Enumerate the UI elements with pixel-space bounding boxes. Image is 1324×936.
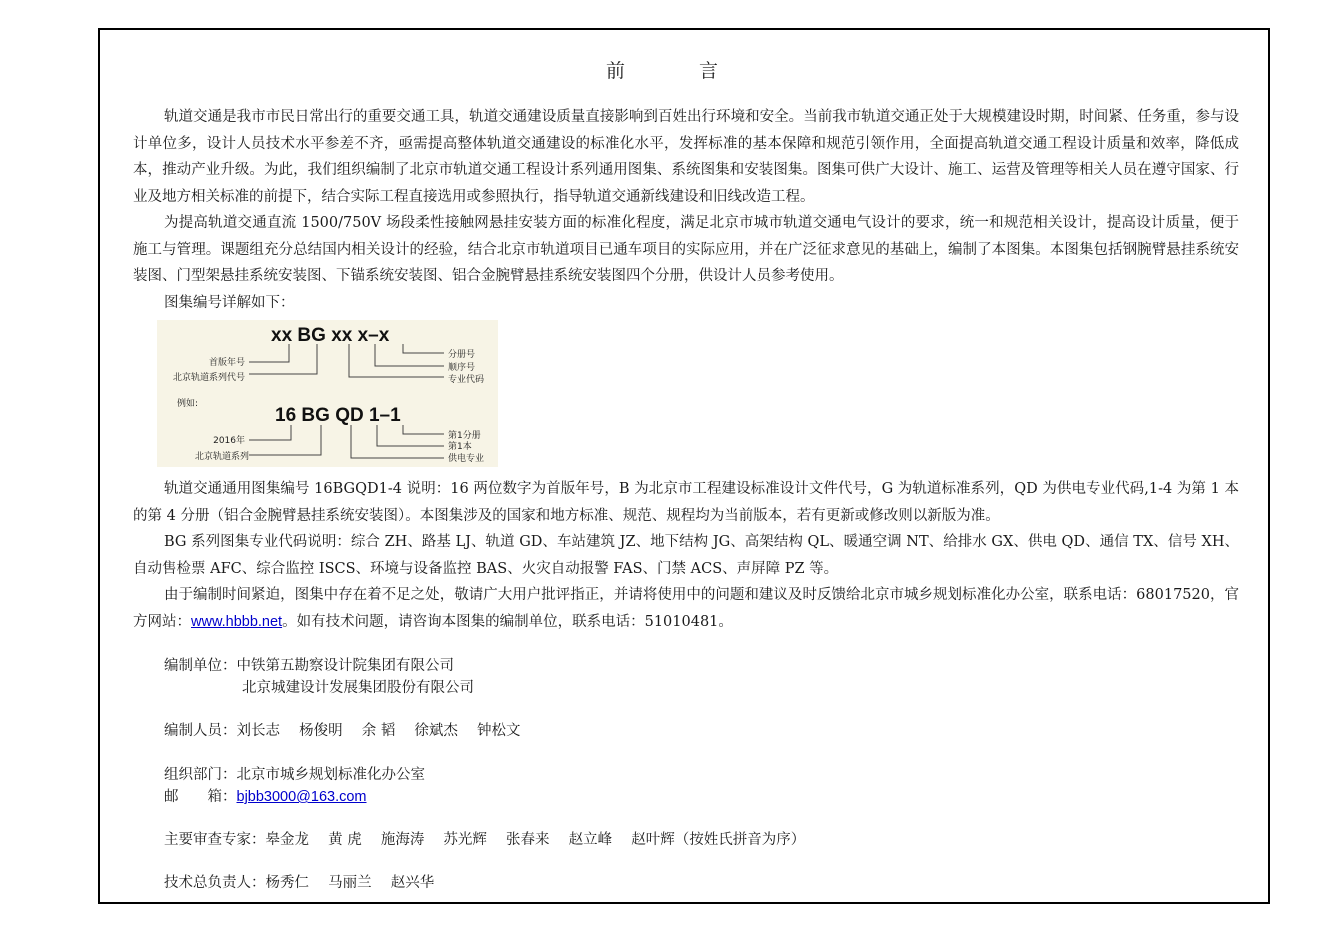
page-title: 前 言 bbox=[605, 60, 753, 82]
label-first-year: 首版年号 bbox=[208, 358, 245, 368]
technical-leads-label: 技术总负责人： bbox=[164, 875, 266, 891]
technical-leads-names: 杨秀仁 马丽兰 赵兴华 bbox=[265, 875, 435, 891]
label-volume-1: 第1分册 bbox=[448, 431, 481, 441]
paragraph-discipline-codes: BG 系列图集专业代码说明：综合 ZH、路基 LJ、轨道 GD、车站建筑 JZ、地下结构 JG、高架结构 QL、暖通空调 NT、给排水 GX、供电 QD、通信 TX、信号 XH、自动售检票 AFC、综合监控 ISCS、环境与设备监控 BAS、火灾自动报警 FAS、门禁 ACS、声屏障 PZ 等。 bbox=[133, 534, 1239, 577]
compiling-unit-1: 中铁第五勘察设计院集团有限公司 bbox=[236, 658, 454, 674]
email-label: 邮 箱： bbox=[164, 789, 237, 805]
email-link[interactable]: bjbb3000@163.com bbox=[236, 789, 367, 805]
technical-leads bbox=[164, 872, 434, 894]
label-series-code: 北京轨道系列代号 bbox=[172, 373, 245, 383]
organizing-department-name: 北京市城乡规划标准化办公室 bbox=[236, 767, 425, 783]
paragraph-intro: 轨道交通是我市市民日常出行的重要交通工具，轨道交通建设质量直接影响到百姓出行环境和安全。当前我市轨道交通正处于大规模建设时期，时间紧、任务重，参与设计单位多，设计人员技术水平参差不齐，亟需提高整体轨道交通建设的标准化水平，发挥标准的基本保障和规范引领作用，全面提高轨道交通工程设计质量和效率，降低成本，推动产业升级。为此，我们组织编制了北京市轨道交通工程设计系列通用图集、系统图集和安装图集。图集可供广大设计、施工、运营及管理等相关人员在遵守国家、行业及地方相关标准的前提下，结合实际工程直接选用或参照执行，指导轨道交通新线建设和旧线改造工程。 bbox=[133, 109, 1239, 205]
review-experts-label: 主要审查专家： bbox=[164, 832, 266, 848]
paragraph-purpose: 为提高轨道交通直流 1500/750V 场段柔性接触网悬挂安装方面的标准化程度，满足北京市城市轨道交通电气设计的要求，统一和规范相关设计，提高设计质量，便于施工与管理。课题组充分总结国内相关设计的经验，结合北京市轨道项目已通车项目的实际应用，并在广泛征求意见的基础上，编制了本图集。本图集包括钢腕臂悬挂系统安装图、门型架悬挂系统安装图、下锚系统安装图、铝合金腕臂悬挂系统安装图四个分册，供设计人员参考使用。 bbox=[133, 215, 1239, 284]
label-discipline-code: 专业代码 bbox=[448, 375, 485, 385]
code-example: 16 BG QD 1–1 bbox=[275, 405, 401, 426]
feedback-text-end: 。如有技术问题，请咨询本图集的编制单位，联系电话：51010481。 bbox=[282, 613, 733, 630]
code-diagram bbox=[157, 320, 498, 467]
label-power-supply: 供电专业 bbox=[448, 454, 485, 464]
organizing-department bbox=[164, 764, 425, 786]
code-explanation-figure bbox=[157, 320, 498, 467]
compiling-staff bbox=[164, 720, 521, 742]
compiling-staff-label: 编制人员： bbox=[164, 723, 237, 739]
review-experts-names: 皋金龙 黄 虎 施海涛 苏光辉 张春来 赵立峰 赵叶辉（按姓氏拼音为序） bbox=[265, 832, 806, 848]
label-book-1: 第1本 bbox=[448, 442, 472, 452]
website-link[interactable]: www.hbbb.net bbox=[191, 613, 283, 630]
paragraph-feedback bbox=[133, 582, 1239, 635]
label-beijing-series: 北京轨道系列 bbox=[194, 452, 249, 462]
email-line bbox=[164, 786, 367, 808]
label-volume-number: 分册号 bbox=[448, 350, 476, 360]
paragraph-code-intro: 图集编号详解如下： bbox=[164, 295, 295, 311]
compiling-unit-2: 北京城建设计发展集团股份有限公司 bbox=[242, 680, 474, 696]
review-experts bbox=[164, 829, 805, 851]
paragraph-code-meaning: 轨道交通通用图集编号 16BGQD1-4 说明：16 两位数字为首版年号，B 为北京市工程建设标准设计文件代号，G 为轨道标准系列，QD 为供电专业代码,1-4 为第 1 本的第 4 分册（铝合金腕臂悬挂系统安装图）。本图集涉及的国家和地方标准、规范、规程均为当前版本，若有更新或修改则以新版为准。 bbox=[133, 481, 1239, 524]
label-example: 例如: bbox=[177, 399, 199, 409]
compiling-units-label: 编制单位： bbox=[164, 658, 237, 674]
label-year-2016: 2016年 bbox=[213, 436, 245, 446]
label-sequence-number: 顺序号 bbox=[448, 363, 476, 373]
compiling-units bbox=[164, 655, 454, 677]
feedback-text: 由于编制时间紧迫，图集中存在着不足之处，敬请广大用户批评指正，并请将使用中的问题和建议及时反馈给北京市城乡规划标准化办公室，联系电话：68017520，官方网站： bbox=[133, 587, 1239, 630]
compiling-staff-names: 刘长志 杨俊明 余 韬 徐斌杰 钟松文 bbox=[236, 723, 521, 739]
organizing-department-label: 组织部门： bbox=[164, 767, 237, 783]
code-template: xx BG xx x–x bbox=[271, 325, 390, 346]
